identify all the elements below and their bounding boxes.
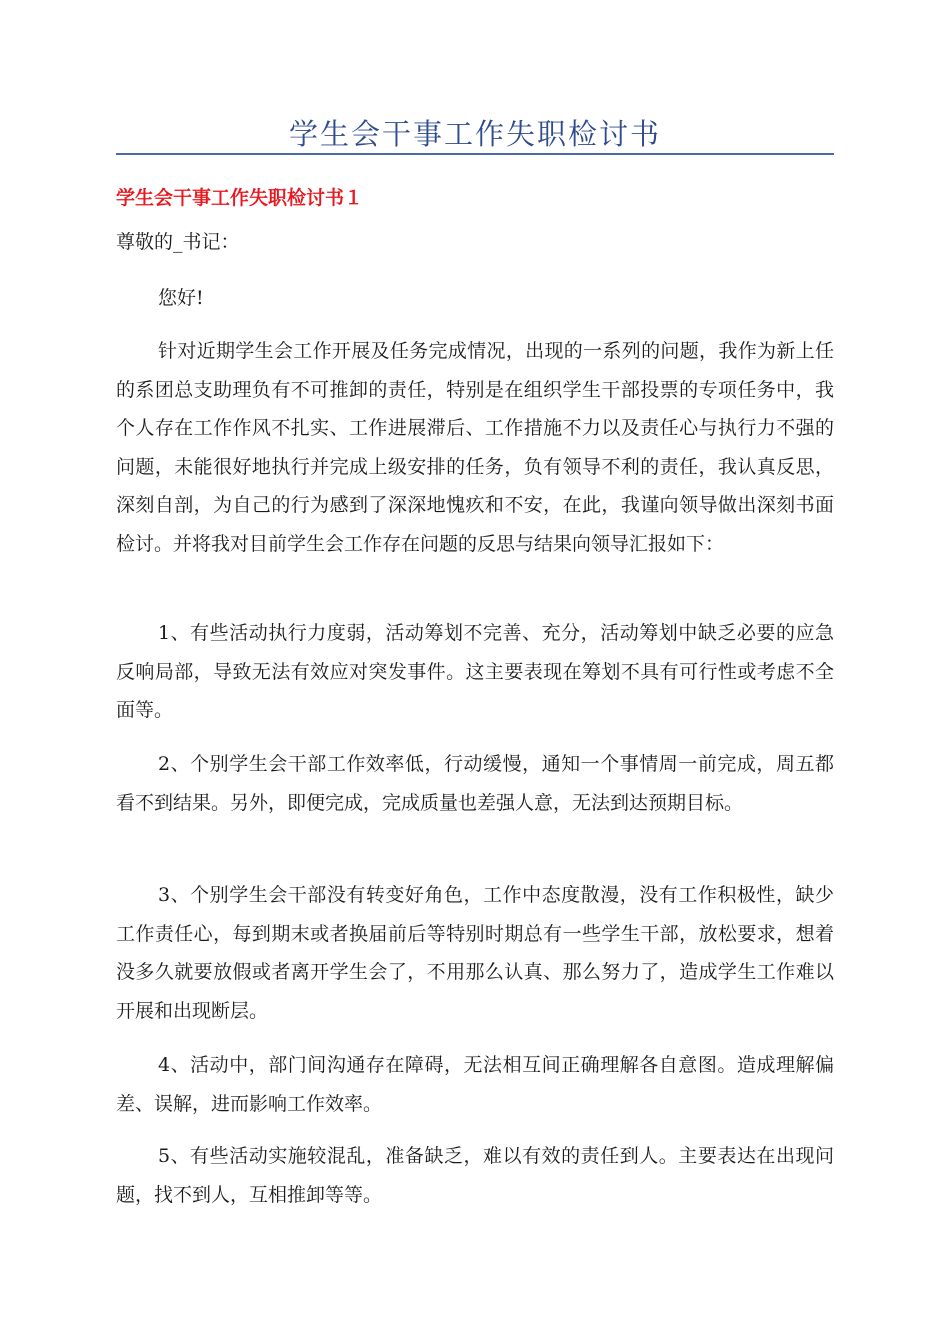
document-title: 学生会干事工作失职检讨书	[288, 117, 661, 151]
paragraph-item-1: 1、有些活动执行力度弱，活动筹划不完善、充分，活动筹划中缺乏必要的应急反响局部，导致无法有效应对突发事件。这主要表现在筹划不具有可行性或考虑不全面等。	[116, 622, 834, 721]
paragraph-item-4: 4、活动中，部门间沟通存在障碍，无法相互间正确理解各自意图。造成理解偏差、误解，进而影响工作效率。	[116, 1054, 834, 1115]
paragraph-intro: 针对近期学生会工作开展及任务完成情况，出现的一系列的问题，我作为新上任的系团总支助理负有不可推卸的责任，特别是在组织学生干部投票的专项任务中，我个人存在工作作风不扎实、工作进展滞后、工作措施不力以及责任心与执行力不强的问题，未能很好地执行并完成上级安排的任务，负有领导不利的责任，我认真反思，深刻自剖，为自己的行为感到了深深地愧疚和不安，在此，我谨向领导做出深刻书面检讨。并将我对目前学生会工作存在问题的反思与结果向领导汇报如下：	[116, 340, 834, 555]
greeting: 您好!	[158, 287, 204, 309]
salutation: 尊敬的_书记：	[116, 231, 240, 253]
section-heading: 学生会干事工作失职检讨书１	[116, 187, 364, 209]
paragraph-item-5: 5、有些活动实施较混乱，准备缺乏，难以有效的责任到人。主要表达在出现问题，找不到人，互相推卸等等。	[116, 1145, 834, 1206]
title-divider	[116, 153, 834, 155]
paragraph-item-3: 3、个别学生会干部没有转变好角色，工作中态度散漫，没有工作积极性，缺少工作责任心，每到期末或者换届前后等特别时期总有一些学生干部，放松要求，想着没多久就要放假或者离开学生会了，不用那么认真、那么努力了，造成学生工作难以开展和出现断层。	[116, 884, 834, 1022]
paragraph-item-2: 2、个别学生会干部工作效率低，行动缓慢，通知一个事情周一前完成，周五都看不到结果。另外，即便完成，完成质量也差强人意，无法到达预期目标。	[116, 753, 834, 814]
